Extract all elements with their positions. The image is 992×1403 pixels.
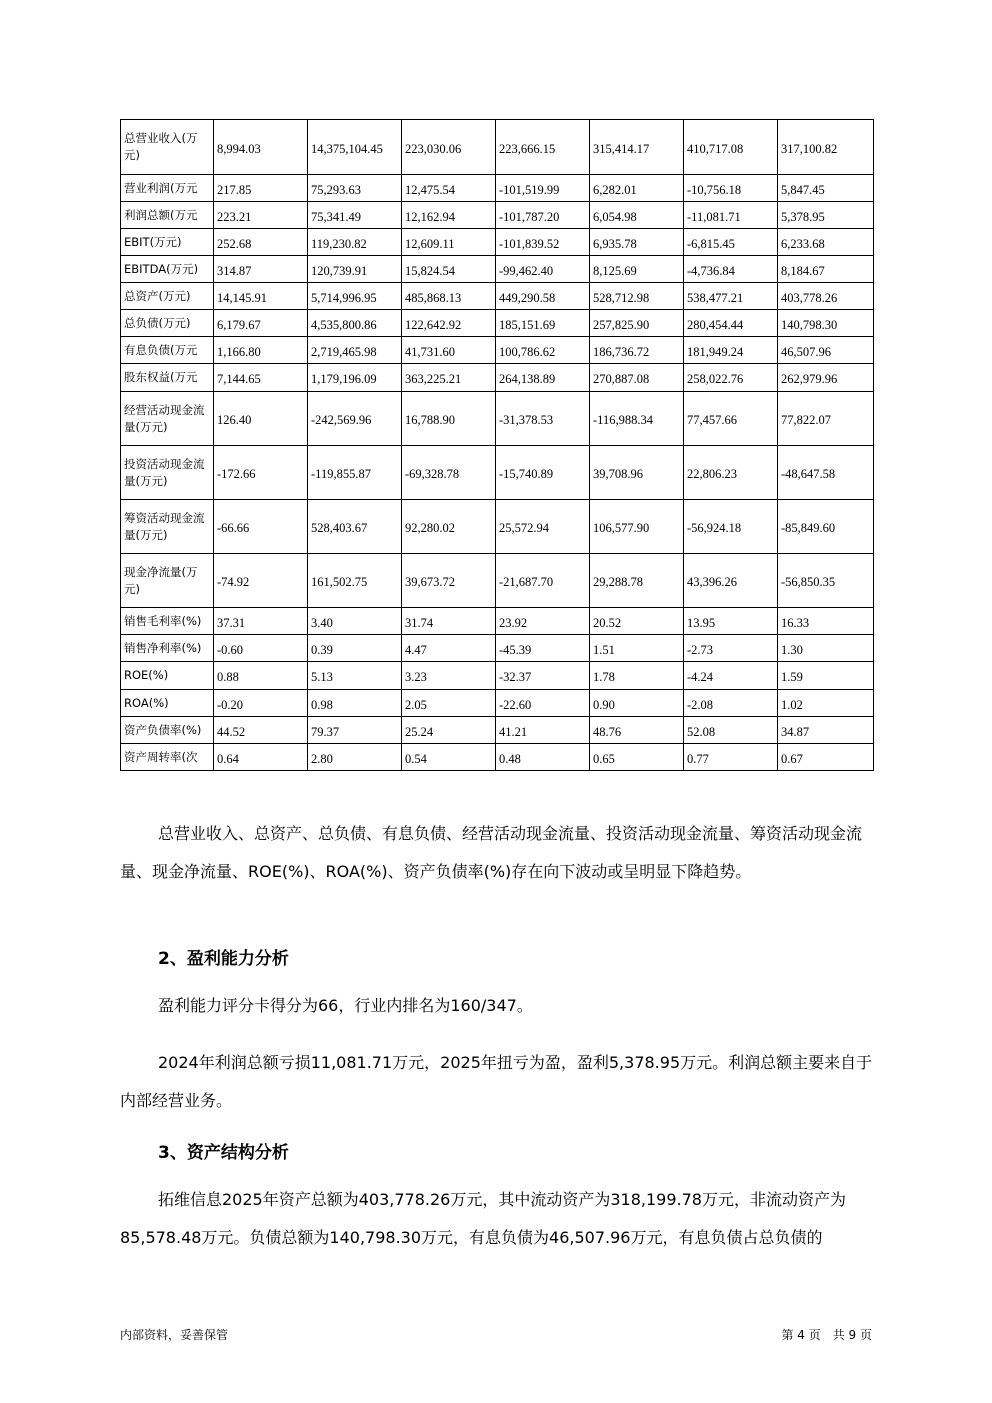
table-cell: 77,822.07 — [778, 392, 874, 446]
table-cell: 4,535,800.86 — [308, 310, 402, 337]
table-cell: 5,378.95 — [778, 202, 874, 229]
table-cell: 257,825.90 — [590, 310, 684, 337]
table-cell: 126.40 — [214, 392, 308, 446]
row-label: 销售净利率(%) — [121, 635, 214, 662]
table-cell: 6,054.98 — [590, 202, 684, 229]
row-label: 总负债(万元) — [121, 310, 214, 337]
table-cell: 0.64 — [214, 744, 308, 771]
table-cell: 0.65 — [590, 744, 684, 771]
table-cell: -116,988.34 — [590, 392, 684, 446]
row-label: 营业利润(万元 — [121, 175, 214, 202]
table-cell: -101,839.52 — [496, 229, 590, 256]
table-cell: -4.24 — [684, 662, 778, 690]
table-cell: -48,647.58 — [778, 446, 874, 500]
row-label: 有息负债(万元 — [121, 337, 214, 364]
table-cell: 0.77 — [684, 744, 778, 771]
table-cell: -10,756.18 — [684, 175, 778, 202]
table-cell: 270,887.08 — [590, 364, 684, 392]
table-cell: -242,569.96 — [308, 392, 402, 446]
financial-table-body — [121, 120, 874, 771]
row-label: 总资产(万元) — [121, 283, 214, 310]
table-cell: 23.92 — [496, 608, 590, 635]
table-cell: 8,125.69 — [590, 256, 684, 283]
table-cell: 223,030.06 — [402, 120, 496, 175]
row-label: 投资活动现金流量(万元) — [121, 446, 214, 500]
table-cell: -15,740.89 — [496, 446, 590, 500]
table-cell: -31,378.53 — [496, 392, 590, 446]
profitability-heading: 2、盈利能力分析 — [158, 949, 289, 969]
table-cell: 120,739.91 — [308, 256, 402, 283]
table-cell: 403,778.26 — [778, 283, 874, 310]
table-cell: -6,815.45 — [684, 229, 778, 256]
table-cell: -56,924.18 — [684, 500, 778, 554]
table-row — [121, 229, 874, 256]
table-cell: 6,282.01 — [590, 175, 684, 202]
table-cell: 223.21 — [214, 202, 308, 229]
table-cell: -0.60 — [214, 635, 308, 662]
table-cell: -0.20 — [214, 690, 308, 717]
table-row — [121, 554, 874, 608]
table-cell: -101,787.20 — [496, 202, 590, 229]
table-cell: 0.39 — [308, 635, 402, 662]
table-cell: 0.67 — [778, 744, 874, 771]
table-cell: 79.37 — [308, 717, 402, 744]
table-row — [121, 392, 874, 446]
table-cell: 5,714,996.95 — [308, 283, 402, 310]
table-cell: 1,179,196.09 — [308, 364, 402, 392]
table-cell: 12,475.54 — [402, 175, 496, 202]
table-cell: 252.68 — [214, 229, 308, 256]
table-cell: 20.52 — [590, 608, 684, 635]
row-label: 资产负债率(%) — [121, 717, 214, 744]
row-label: 利润总额(万元 — [121, 202, 214, 229]
table-cell: -85,849.60 — [778, 500, 874, 554]
table-cell: 4.47 — [402, 635, 496, 662]
table-cell: -4,736.84 — [684, 256, 778, 283]
table-cell: 538,477.21 — [684, 283, 778, 310]
table-cell: 39,708.96 — [590, 446, 684, 500]
table-cell: 363,225.21 — [402, 364, 496, 392]
table-cell: -32.37 — [496, 662, 590, 690]
table-cell: 5.13 — [308, 662, 402, 690]
table-cell: 52.08 — [684, 717, 778, 744]
table-cell: 22,806.23 — [684, 446, 778, 500]
table-cell: -74.92 — [214, 554, 308, 608]
profit-text: 2024年利润总额亏损11,081.71万元，2025年扭亏为盈，盈利5,378.95万元。利润总额主要来自于内部经营业务。 — [120, 1053, 873, 1110]
table-cell: -22.60 — [496, 690, 590, 717]
table-cell: 315,414.17 — [590, 120, 684, 175]
profit-paragraph — [120, 1044, 880, 1120]
table-row — [121, 744, 874, 771]
table-cell: 1.02 — [778, 690, 874, 717]
table-cell: 122,642.92 — [402, 310, 496, 337]
table-row — [121, 202, 874, 229]
table-cell: -66.66 — [214, 500, 308, 554]
table-cell: -69,328.78 — [402, 446, 496, 500]
asset-text: 拓维信息2025年资产总额为403,778.26万元，其中流动资产为318,199.78万元，非流动资产为85,578.48万元。负债总额为140,798.30万元，有息负债为46,507.96万元，有息负债占总负债的 — [120, 1190, 846, 1247]
row-label: ROA(%) — [121, 690, 214, 717]
trend-text: 总营业收入、总资产、总负债、有息负债、经营活动现金流量、投资活动现金流量、筹资活动现金流量、现金净流量、ROE(%)、ROA(%)、资产负债率(%)存在向下波动或呈明显下降趋势。 — [120, 824, 863, 881]
table-cell: 5,847.45 — [778, 175, 874, 202]
table-cell: -56,850.35 — [778, 554, 874, 608]
row-label: 筹资活动现金流量(万元) — [121, 500, 214, 554]
table-cell: 29,288.78 — [590, 554, 684, 608]
table-cell: 0.48 — [496, 744, 590, 771]
table-cell: 2.80 — [308, 744, 402, 771]
table-cell: 410,717.08 — [684, 120, 778, 175]
table-cell: 6,179.67 — [214, 310, 308, 337]
table-cell: 16,788.90 — [402, 392, 496, 446]
table-cell: -101,519.99 — [496, 175, 590, 202]
table-cell: 264,138.89 — [496, 364, 590, 392]
table-cell: 39,673.72 — [402, 554, 496, 608]
table-cell: 41,731.60 — [402, 337, 496, 364]
table-cell: 100,786.62 — [496, 337, 590, 364]
table-row — [121, 690, 874, 717]
table-cell: 14,375,104.45 — [308, 120, 402, 175]
table-cell: 528,403.67 — [308, 500, 402, 554]
table-cell: 34.87 — [778, 717, 874, 744]
table-cell: 48.76 — [590, 717, 684, 744]
table-cell: 75,293.63 — [308, 175, 402, 202]
table-cell: 1.78 — [590, 662, 684, 690]
table-cell: 3.23 — [402, 662, 496, 690]
row-label: 资产周转率(次 — [121, 744, 214, 771]
table-cell: 31.74 — [402, 608, 496, 635]
financial-table — [120, 119, 874, 771]
table-cell: 8,184.67 — [778, 256, 874, 283]
table-cell: 75,341.49 — [308, 202, 402, 229]
table-cell: 223,666.15 — [496, 120, 590, 175]
table-row — [121, 283, 874, 310]
table-cell: 14,145.91 — [214, 283, 308, 310]
table-cell: -2.73 — [684, 635, 778, 662]
table-row — [121, 310, 874, 337]
table-cell: 2,719,465.98 — [308, 337, 402, 364]
table-cell: 1.30 — [778, 635, 874, 662]
table-cell: 6,935.78 — [590, 229, 684, 256]
table-cell: 186,736.72 — [590, 337, 684, 364]
table-cell: 41.21 — [496, 717, 590, 744]
table-cell: -11,081.71 — [684, 202, 778, 229]
table-cell: 0.54 — [402, 744, 496, 771]
table-cell: 16.33 — [778, 608, 874, 635]
table-cell: 181,949.24 — [684, 337, 778, 364]
table-cell: 8,994.03 — [214, 120, 308, 175]
row-label: EBITDA(万元) — [121, 256, 214, 283]
table-row — [121, 635, 874, 662]
table-cell: 44.52 — [214, 717, 308, 744]
table-cell: 92,280.02 — [402, 500, 496, 554]
score-paragraph — [120, 987, 880, 1025]
table-cell: 25.24 — [402, 717, 496, 744]
table-cell: 217.85 — [214, 175, 308, 202]
table-cell: 1.51 — [590, 635, 684, 662]
table-row — [121, 337, 874, 364]
score-text: 盈利能力评分卡得分为66，行业内排名为160/347。 — [158, 996, 533, 1015]
row-label: 销售毛利率(%) — [121, 608, 214, 635]
table-cell: 12,162.94 — [402, 202, 496, 229]
table-cell: 6,233.68 — [778, 229, 874, 256]
table-cell: 485,868.13 — [402, 283, 496, 310]
table-cell: 528,712.98 — [590, 283, 684, 310]
table-row — [121, 500, 874, 554]
page-number: 第 4 页 共 9 页 — [781, 1328, 872, 1342]
table-cell: 2.05 — [402, 690, 496, 717]
footer-left: 内部资料，妥善保管 — [120, 1328, 229, 1342]
table-cell: 12,609.11 — [402, 229, 496, 256]
table-cell: 1.59 — [778, 662, 874, 690]
table-cell: 262,979.96 — [778, 364, 874, 392]
row-label: ROE(%) — [121, 662, 214, 690]
table-cell: 317,100.82 — [778, 120, 874, 175]
table-cell: 161,502.75 — [308, 554, 402, 608]
table-cell: 37.31 — [214, 608, 308, 635]
table-cell: 140,798.30 — [778, 310, 874, 337]
table-row — [121, 446, 874, 500]
table-cell: 1,166.80 — [214, 337, 308, 364]
table-cell: 43,396.26 — [684, 554, 778, 608]
table-cell: 0.98 — [308, 690, 402, 717]
table-cell: 0.88 — [214, 662, 308, 690]
table-cell: -21,687.70 — [496, 554, 590, 608]
table-row — [121, 608, 874, 635]
table-cell: 0.90 — [590, 690, 684, 717]
table-row — [121, 256, 874, 283]
table-cell: -45.39 — [496, 635, 590, 662]
table-cell: 185,151.69 — [496, 310, 590, 337]
table-cell: 280,454.44 — [684, 310, 778, 337]
table-cell: -99,462.40 — [496, 256, 590, 283]
table-cell: 106,577.90 — [590, 500, 684, 554]
table-cell: 119,230.82 — [308, 229, 402, 256]
row-label: EBIT(万元) — [121, 229, 214, 256]
table-cell: 258,022.76 — [684, 364, 778, 392]
table-cell: 15,824.54 — [402, 256, 496, 283]
table-cell: 25,572.94 — [496, 500, 590, 554]
table-cell: 77,457.66 — [684, 392, 778, 446]
table-cell: 46,507.96 — [778, 337, 874, 364]
table-cell: 7,144.65 — [214, 364, 308, 392]
table-cell: 13.95 — [684, 608, 778, 635]
table-row — [121, 717, 874, 744]
table-cell: -2.08 — [684, 690, 778, 717]
table-cell: 3.40 — [308, 608, 402, 635]
asset-structure-heading: 3、资产结构分析 — [158, 1143, 289, 1163]
table-row — [121, 662, 874, 690]
table-cell: -119,855.87 — [308, 446, 402, 500]
trend-paragraph — [120, 815, 880, 891]
row-label: 现金净流量(万元) — [121, 554, 214, 608]
table-row — [121, 120, 874, 175]
asset-paragraph — [120, 1181, 880, 1257]
row-label: 股东权益(万元 — [121, 364, 214, 392]
table-row — [121, 175, 874, 202]
row-label: 总营业收入(万元) — [121, 120, 214, 175]
table-cell: 449,290.58 — [496, 283, 590, 310]
row-label: 经营活动现金流量(万元) — [121, 392, 214, 446]
table-row — [121, 364, 874, 392]
table-cell: 314.87 — [214, 256, 308, 283]
table-cell: -172.66 — [214, 446, 308, 500]
